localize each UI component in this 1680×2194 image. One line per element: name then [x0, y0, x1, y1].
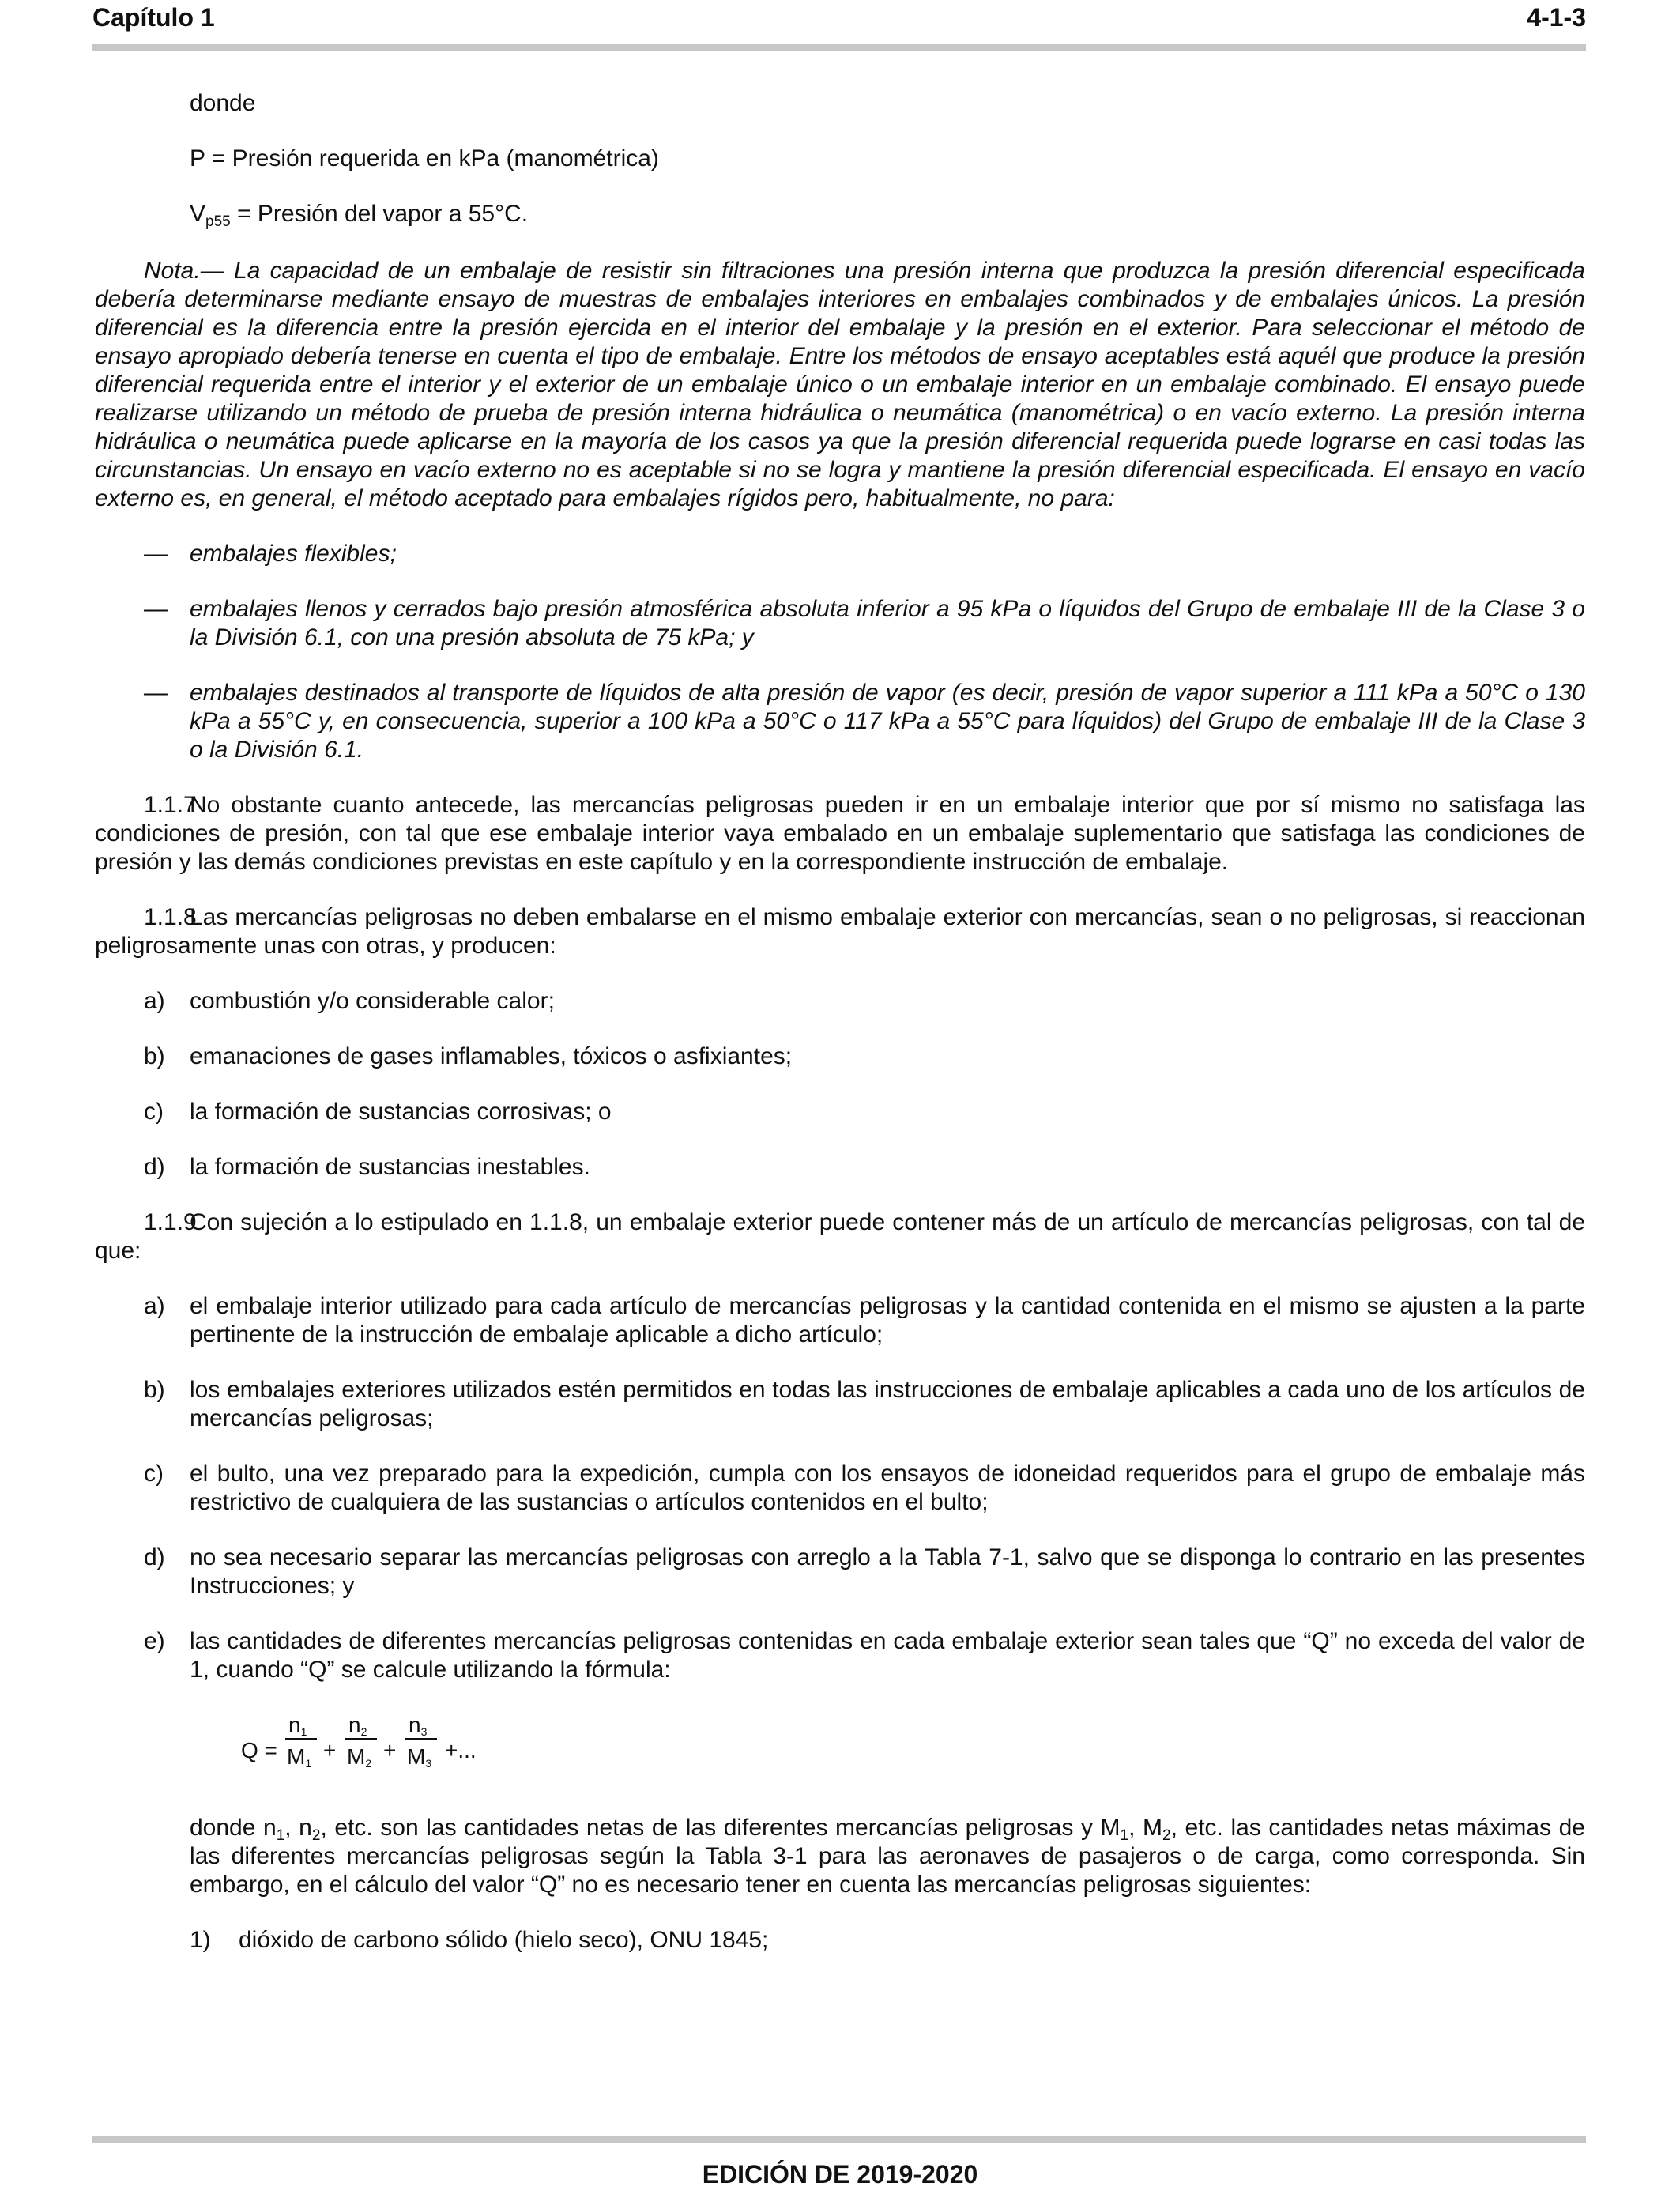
subscript: 3	[420, 1725, 428, 1738]
vp-definition	[95, 200, 1585, 228]
list-marker: c)	[144, 1461, 164, 1487]
subscript: 2	[1162, 1827, 1171, 1844]
denominator-2	[347, 1743, 371, 1777]
section-text: No obstante cuanto antecede, las mercancías peligrosas pueden ir en un embalaje interior que por sí mismo no satisfaga las condiciones de presión, con tal que ese embalaje interior vaya embalado en un embalaje suplementario que satisfaga las condiciones de presión y las demás condiciones previstas en este capítulo y en la correspondiente instrucción de embalaje.	[95, 792, 1585, 875]
n-symbol: n	[409, 1713, 421, 1737]
list-item	[95, 1376, 1585, 1433]
text-run: , n	[284, 1815, 312, 1841]
subscript: 2	[365, 1757, 372, 1770]
list-marker: d)	[144, 1544, 165, 1570]
denominator-3	[407, 1743, 431, 1777]
dash-mark: —	[144, 541, 168, 567]
list-item	[95, 1292, 1585, 1349]
fraction-bar	[345, 1738, 377, 1740]
dash-item-2	[95, 595, 1585, 652]
formula-tail: +...	[445, 1738, 477, 1762]
vp-subscript: p55	[205, 213, 231, 230]
list-text: la formación de sustancias inestables.	[190, 1154, 590, 1180]
list-text: el bulto, una vez preparado para la expedición, cumpla con los ensayos de idoneidad requeridos para el grupo de embalaje más restrictivo de cualquiera de las sustancias o artículos contenidos en el bulto;	[190, 1461, 1585, 1515]
list-text: combustión y/o considerable calor;	[190, 988, 555, 1014]
list-item	[95, 1042, 1585, 1071]
list-text: los embalajes exteriores utilizados estén permitidos en todas las instrucciones de embalaje aplicables a cada uno de los artículos de mercancías peligrosas;	[190, 1377, 1585, 1431]
text-run: , M	[1128, 1815, 1163, 1841]
donde-text: donde	[190, 90, 256, 116]
list-item	[95, 987, 1585, 1016]
subscript: 1	[276, 1827, 285, 1844]
dash-mark: —	[144, 596, 168, 622]
list-text: la formación de sustancias corrosivas; o	[190, 1099, 612, 1125]
list-marker: a)	[144, 1293, 165, 1319]
n-symbol: n	[348, 1713, 361, 1737]
section-1-1-7	[95, 791, 1585, 876]
m-symbol: M	[287, 1744, 306, 1769]
dash-item-text: embalajes flexibles;	[190, 541, 397, 567]
list-text: no sea necesario separar las mercancías peligrosas con arreglo a la Tabla 7-1, salvo que se disponga lo contrario en las presentes Instrucciones; y	[190, 1544, 1585, 1599]
list-marker: 1)	[190, 1927, 211, 1953]
dash-item-text: embalajes destinados al transporte de líquidos de alta presión de vapor (es decir, presión de vapor superior a 111 kPa a 50°C o 130 kPa a 55°C y, en consecuencia, superior a 100 kPa a 50°C o 117 kPa a 55°C para líquidos) del Grupo de embalaje III de la Clase 3 o la División 6.1.	[190, 680, 1585, 763]
list-marker: b)	[144, 1043, 165, 1069]
section-1-1-9	[95, 1208, 1585, 1265]
n-symbol: n	[288, 1713, 301, 1737]
section-1-1-8	[95, 903, 1585, 960]
text-run: , etc. las cantidades netas máximas de las diferentes mercancías peligrosas según la Tabla 3-1 para las aeronaves de pasajeros o de carga, como corresponda. Sin embargo, en el cálculo del valor “Q” no es necesario tener en cuenta las mercancías peligrosas siguientes:	[190, 1815, 1585, 1898]
chapter-label: Capítulo 1	[92, 3, 215, 32]
section-number: 1.1.7	[144, 792, 197, 818]
list-marker: a)	[144, 988, 165, 1014]
fraction-bar	[405, 1738, 437, 1740]
dash-item-text: embalajes llenos y cerrados bajo presión atmosférica absoluta inferior a 95 kPa o líquidos del Grupo de embalaje III de la Clase 3 o la División 6.1, con una presión absoluta de 75 kPa; y	[190, 596, 1585, 650]
list-marker: c)	[144, 1099, 164, 1125]
subscript: 1	[300, 1725, 307, 1738]
list-marker: b)	[144, 1377, 165, 1403]
numerator-1	[288, 1711, 307, 1746]
list-item	[95, 1627, 1585, 1684]
dash-mark: —	[144, 680, 168, 706]
plus-sign: +	[383, 1738, 397, 1762]
header-rule	[92, 44, 1586, 51]
numerator-3	[409, 1711, 427, 1746]
page-body	[95, 89, 1585, 1955]
subscript: 2	[360, 1725, 367, 1738]
dash-item-3	[95, 679, 1585, 764]
subscript: 3	[425, 1757, 432, 1770]
list-item	[95, 1153, 1585, 1182]
footer-rule	[92, 2136, 1586, 2143]
list-text: el embalaje interior utilizado para cada artículo de mercancías peligrosas y la cantidad contenida en el mismo se ajusten a la parte pertinente de la instrucción de embalaje aplicable a dicho artículo;	[190, 1293, 1585, 1348]
subscript: 1	[1120, 1827, 1129, 1844]
plus-sign: +	[323, 1738, 337, 1762]
list-item	[95, 1460, 1585, 1517]
list-text: las cantidades de diferentes mercancías peligrosas contenidas en cada embalaje exterior sean tales que “Q” no exceda del valor de 1, cuando “Q” se calcule utilizando la fórmula:	[190, 1628, 1585, 1683]
m-symbol: M	[407, 1744, 426, 1769]
numerator-2	[348, 1711, 367, 1746]
subscript: 1	[305, 1757, 312, 1770]
note-paragraph	[95, 257, 1585, 513]
note-label: Nota.—	[144, 258, 224, 284]
numbered-item-1	[95, 1926, 1585, 1955]
page-header	[92, 0, 1586, 36]
donde-variables	[95, 1814, 1585, 1899]
vp-def-text: = Presión del vapor a 55°C.	[230, 201, 529, 227]
list-item	[95, 1544, 1585, 1600]
fraction-bar	[285, 1738, 317, 1740]
dash-item-1	[95, 540, 1585, 568]
subscript: 2	[311, 1827, 321, 1844]
m-symbol: M	[347, 1744, 366, 1769]
denominator-1	[287, 1743, 311, 1777]
list-item	[95, 1098, 1585, 1126]
list-text: emanaciones de gases inflamables, tóxicos o asfixiantes;	[190, 1043, 793, 1069]
edition-footer: EDICIÓN DE 2019-2020	[702, 2160, 978, 2188]
section-text: Las mercancías peligrosas no deben embalarse en el mismo embalaje exterior con mercancías, sean o no peligrosas, si reaccionan peligrosamente unas con otras, y producen:	[95, 904, 1585, 959]
q-formula	[241, 1711, 1585, 1787]
section-text: Con sujeción a lo estipulado en 1.1.8, un embalaje exterior puede contener más de un artículo de mercancías peligrosas, con tal de que:	[95, 1209, 1585, 1264]
section-number: 1.1.8	[144, 904, 197, 930]
p-definition: P = Presión requerida en kPa (manométrica)	[190, 145, 659, 172]
list-text: dióxido de carbono sólido (hielo seco), ONU 1845;	[239, 1927, 769, 1953]
formula-lhs: Q =	[241, 1738, 277, 1762]
text-run: donde n	[190, 1815, 277, 1841]
section-number: 1.1.9	[144, 1209, 197, 1235]
vp-symbol: V	[190, 201, 206, 227]
list-marker: e)	[144, 1628, 165, 1654]
note-text: La capacidad de un embalaje de resistir sin filtraciones una presión interna que produzca la presión diferencial especificada debería determinarse mediante ensayo de muestras de embalajes interiores en embalajes combinados y de embalajes únicos. La presión diferencial es la diferencia entre la presión ejercida en el interior del embalaje y la presión en el exterior. Para seleccionar el método de ensayo apropiado debería tenerse en cuenta el tipo de embalaje. Entre los métodos de ensayo aceptables está aquél que produce la presión diferencial requerida entre el interior y el exterior de un embalaje único o un embalaje interior en un embalaje combinado. El ensayo puede realizarse utilizando un método de prueba de presión interna hidráulica o neumática (manométrica) o en vacío externo. La presión interna hidráulica o neumática puede aplicarse en la mayoría de los casos ya que la presión diferencial requerida puede lograrse en casi todas las circunstancias. Un ensayo en vacío externo no es aceptable si no se logra y mantiene la presión diferencial especificada. El ensayo en vacío externo es, en general, el método aceptado para embalajes rígidos pero, habitualmente, no para:	[95, 258, 1585, 511]
list-marker: d)	[144, 1154, 165, 1180]
text-run: , etc. son las cantidades netas de las diferentes mercancías peligrosas y M	[320, 1815, 1121, 1841]
page-number: 4-1-3	[1527, 3, 1586, 32]
